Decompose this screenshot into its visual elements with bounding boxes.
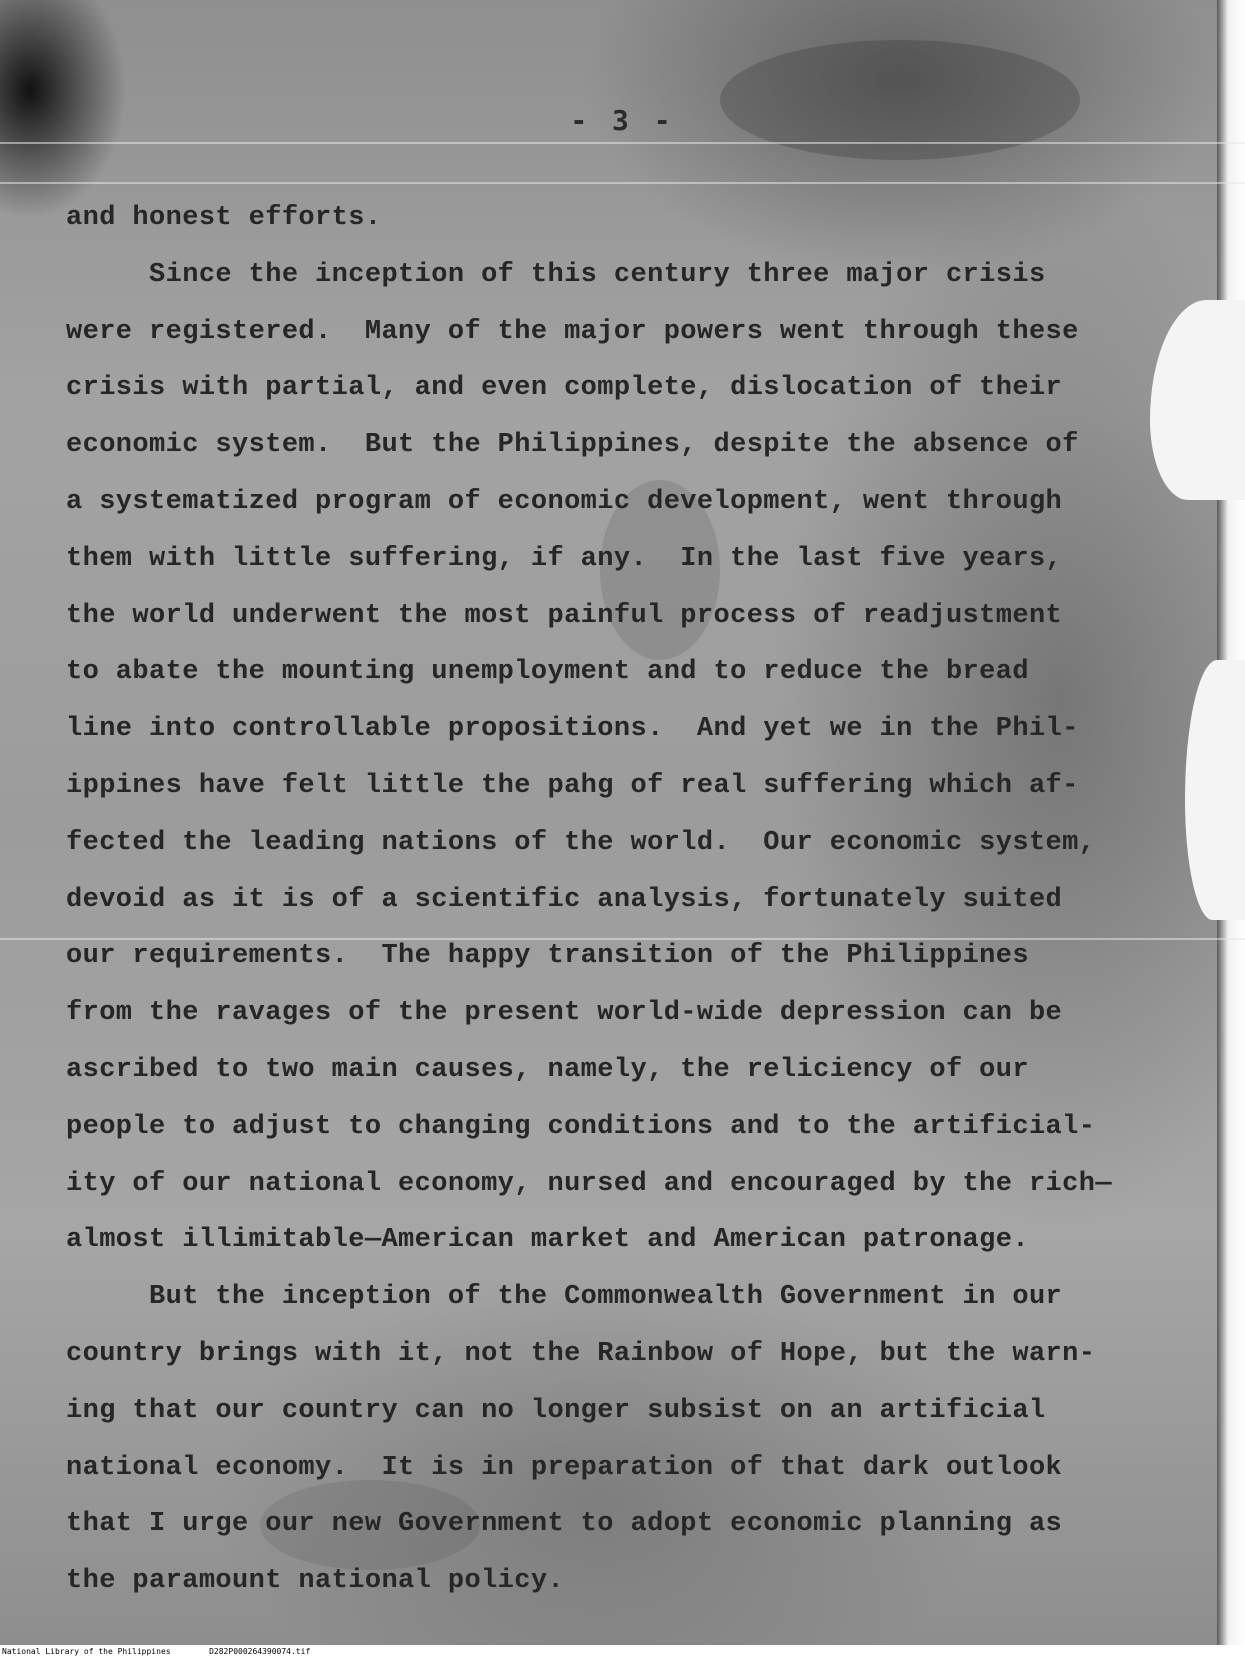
text-line: that I urge our new Government to adopt economic planning as <box>66 1509 1063 1540</box>
page-number: - 3 - <box>570 104 675 137</box>
torn-edge <box>1185 660 1245 920</box>
text-line: line into controllable propositions. And yet we in the Phil- <box>66 714 1079 745</box>
text-line: ascribed to two main causes, namely, the reliciency of our <box>66 1054 1029 1085</box>
footer-file: D282P000264390074.tif <box>209 1647 311 1656</box>
scan-artifact <box>0 142 1245 144</box>
text-line: country brings with it, not the Rainbow of Hope, but the warn- <box>66 1338 1096 1369</box>
text-line: ing that our country can no longer subsist on an artificial <box>66 1395 1046 1426</box>
text-line: from the ravages of the present world-wide depression can be <box>66 998 1063 1029</box>
text-line: But the inception of the Commonwealth Government in our <box>66 1282 1063 1313</box>
text-line: to abate the mounting unemployment and to reduce the bread <box>66 657 1029 688</box>
text-line: devoid as it is of a scientific analysis, fortunately suited <box>66 884 1063 915</box>
text-line: our requirements. The happy transition of the Philippines <box>66 941 1029 972</box>
text-line: the world underwent the most painful process of readjustment <box>66 600 1063 631</box>
torn-edge <box>1150 300 1245 500</box>
scan-footer <box>0 1645 1245 1658</box>
text-line: fected the leading nations of the world. Our economic system, <box>66 827 1096 858</box>
text-line: and honest efforts. <box>66 203 382 233</box>
text-line: ity of our national economy, nursed and encouraged by the rich— <box>66 1168 1112 1199</box>
text-line: a systematized program of economic development, went through <box>66 486 1063 517</box>
scan-artifact <box>0 182 1245 184</box>
text-line: the paramount national policy. <box>66 1566 565 1597</box>
text-line: Since the inception of this century three major crisis <box>66 259 1046 290</box>
text-line: people to adjust to changing conditions and to the artificial- <box>66 1111 1096 1142</box>
text-line: crisis with partial, and even complete, dislocation of their <box>66 373 1063 404</box>
text-line: were registered. Many of the major powers went through these <box>66 316 1079 347</box>
text-line: ippines have felt little the pahg of real suffering which af- <box>66 770 1079 801</box>
text-line: national economy. It is in preparation of that dark outlook <box>66 1452 1063 1483</box>
text-line: them with little suffering, if any. In the last five years, <box>66 543 1063 574</box>
footer-source: National Library of the Philippines <box>2 1647 171 1656</box>
text-line: almost illimitable—American market and American patronage. <box>66 1225 1029 1256</box>
body-text <box>66 190 1146 1610</box>
text-line: economic system. But the Philippines, despite the absence of <box>66 430 1079 461</box>
